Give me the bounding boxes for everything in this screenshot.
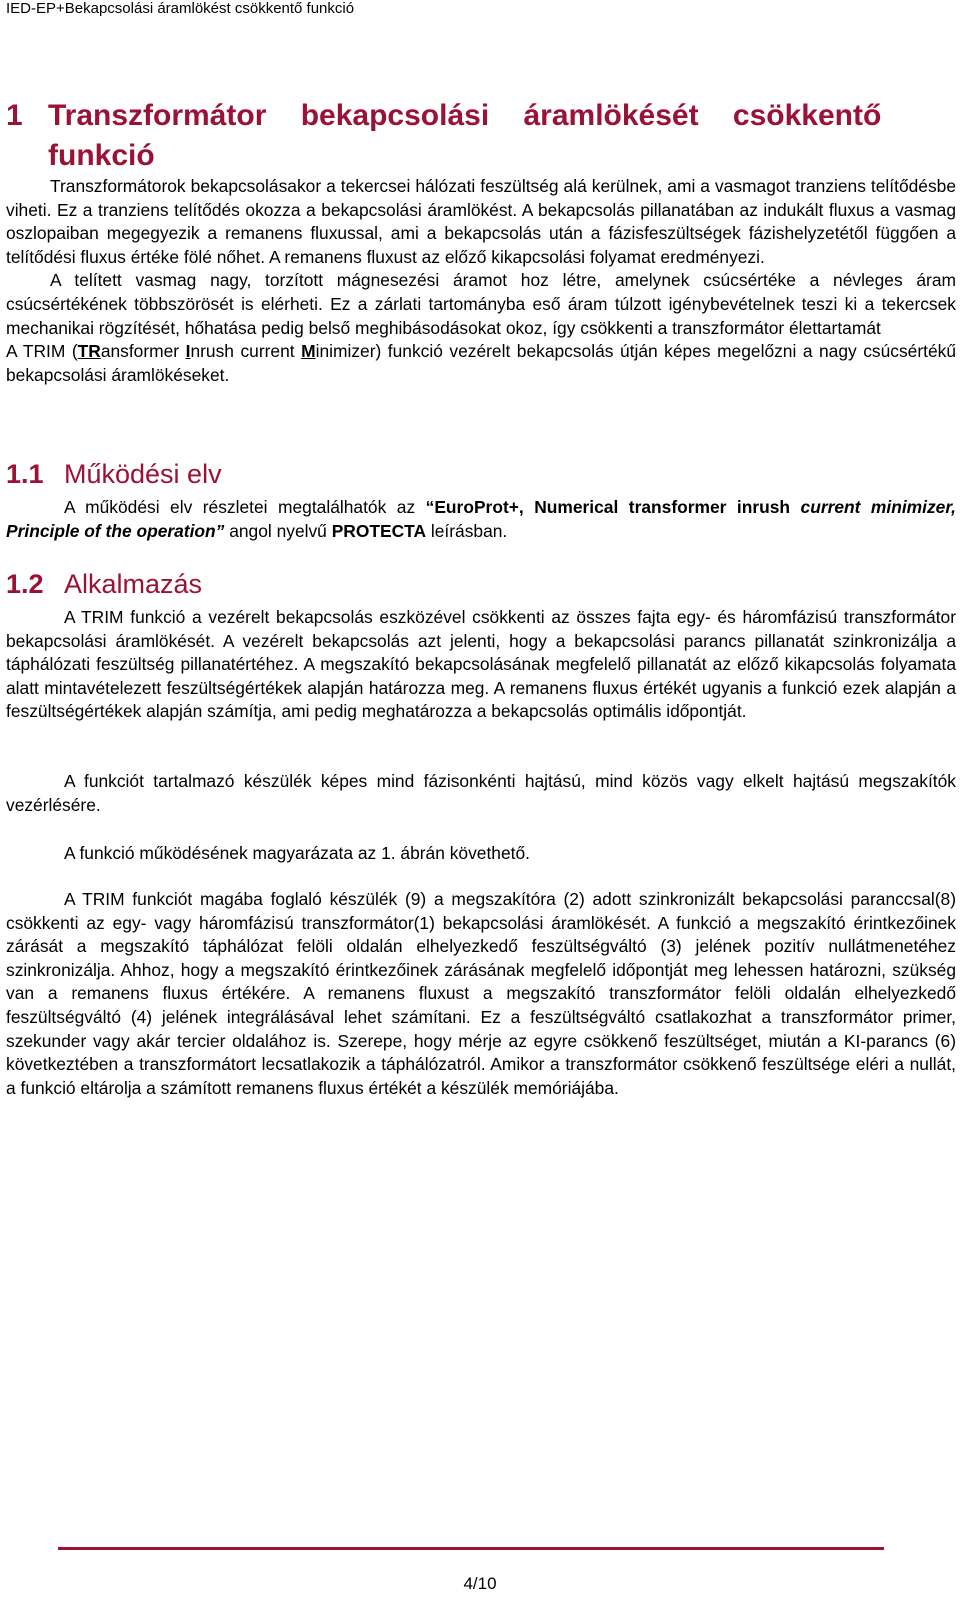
p3-text-a: A TRIM ( <box>6 341 78 362</box>
section-1-2-paragraph-1: A TRIM funkció a vezérelt bekapcsolás eszközével csökkenti az összes fajta egy- és háromfázisú transzformátor bekapcsolási áramlökését. A vezérelt bekapcsolás azt jelenti, hogy a bekapcsolási parancs pillanatát szinkronizálja a táphálózati feszültség pillanatértéhez. A megszakító bekapcsolásának megfelelő pillanatát az előző kikapcsolás folyamata alatt mintavételezett feszültségértékek alapján határozza meg. A remanens fluxus értékét ugyanis a funkció ezek alapján a feszültségértékek alapján számítja, ami pedig meghatározza a bekapcsolás optimális időpontját. <box>6 607 956 722</box>
section-1-paragraph-2: A telített vasmag nagy, torzított mágnesezési áramot hoz létre, amelynek csúcsértéke a névleges áram csúcsértékének többszörösét is elérheti. Ez a zárlati tartományba eső áram túlzott igénybevételnek teszi ki a tekercsek mechanikai rögzítését, hőhatása pedig belső meghibásodásokat okoz, így csökkenti a transzformátor élettartamát <box>6 270 956 338</box>
footer-divider <box>58 1547 884 1550</box>
section-1-number: 1 <box>6 99 23 132</box>
section-1-2-block-2 <box>6 770 956 817</box>
p3-text-d: inimizer) funkció vezérelt bekapcsolás útján képes megelőzni a nagy csúcsértékű bekapcsolási áramlökéseket. <box>6 341 957 385</box>
acronym-m: M <box>301 341 316 362</box>
section-1-paragraph-3 <box>6 340 956 387</box>
section-1-2-title: Alkalmazás <box>64 569 203 599</box>
reference-title-part2: current minimizer, Principle of the operation” <box>6 497 956 541</box>
section-1-2-number: 1.2 <box>6 569 44 599</box>
p3-text-b: ansformer <box>100 341 186 362</box>
p11-text-b: angol nyelvű <box>224 520 332 541</box>
reference-title-part1: “EuroProt+, Numerical transformer inrush <box>425 497 791 517</box>
section-1-1-paragraph <box>6 496 956 543</box>
section-1-1-heading <box>6 458 222 490</box>
section-1-1-body <box>6 496 956 543</box>
section-1-2-body <box>6 606 956 724</box>
section-1-title-line2: funkció <box>48 139 155 172</box>
section-1-2-paragraph-4: A TRIM funkciót magába foglaló készülék (9) a megszakítóra (2) adott szinkronizált bekapcsolási paranccsal(8) csökkenti az egy- vagy háromfázisú transzformátor(1) bekapcsolási áramlökését. A funkció a megszakító érintkezőinek zárását a megszakító táphálózat felöli oldalán elhelyezkedő feszültségváltó (3) jelének pozitív nullátmenetéhez szinkronizálja. Ahhoz, hogy a megszakító érintkezőinek zárásának megfelelő időpontját meg lehessen határozni, szükség van a remanens fluxus értékére. A remanens fluxust a megszakító transzformátor felöli oldalán elhelyezkedő feszültségváltó (4) jelének integrálásával lehet számítani. Ez a feszültségváltó csatlakozhat a transzformátor primer, szekunder vagy akár tercier oldalához is. Szerepe, hogy mérje az egyre csökkenő feszültséget, miután a KI-parancs (6) következtében a transzformátort lecsatlakozik a táphálózatról. Amikor a transzformátor csökkenő feszültsége eléri a nullát, a funkció eltárolja a számított remanens fluxus értékét a készülék memóriájába. <box>6 889 956 1098</box>
acronym-i: I <box>185 341 191 362</box>
section-1-2-block-3 <box>6 842 956 866</box>
running-header: IED-EP+Bekapcsolási áramlökést csökkentő funkció <box>6 0 355 17</box>
section-1-heading <box>6 96 950 176</box>
protecta-name: PROTECTA <box>331 520 427 541</box>
section-1-2-paragraph-2: A funkciót tartalmazó készülék képes mind fázisonkénti hajtású, mind közös vagy elkelt hajtású megszakítók vezérlésére. <box>6 771 956 815</box>
section-1-1-title: Működési elv <box>64 459 222 489</box>
p3-text-c: nrush current <box>190 341 302 362</box>
page-number: 4/10 <box>463 1574 497 1593</box>
p11-text-a: A működési elv részletei megtalálhatók az <box>64 497 426 517</box>
section-1-2-heading <box>6 568 202 600</box>
section-1-paragraph-1: Transzformátorok bekapcsolásakor a tekercsei hálózati feszültség alá kerülnek, ami a vasmagot tranziens telítődésbe viheti. Ez a tranziens telítődés okozza a bekapcsolási áramlökést. A bekapcsolás pillanatában az indukált fluxus a vasmag oszlopaiban megegyezik a remanens fluxussal, ami a bekapcsolás után a fázisfeszültségek fázishelyzetétől függően a telítődési fluxus értéke fölé nőhet. A remanens fluxust az előző kikapcsolási folyamat eredményezi. <box>6 176 956 267</box>
section-1-title-line1: Transzformátor bekapcsolási áramlökését csökkentő <box>48 99 882 132</box>
section-1-2-block-4 <box>6 888 956 1100</box>
section-1-1-number: 1.1 <box>6 459 44 489</box>
section-1-2-paragraph-3: A funkció működésének magyarázata az 1. ábrán követhető. <box>64 843 530 863</box>
acronym-tr: TR <box>77 341 101 362</box>
section-1-body <box>6 175 956 387</box>
p11-text-c: leírásban. <box>426 520 508 541</box>
